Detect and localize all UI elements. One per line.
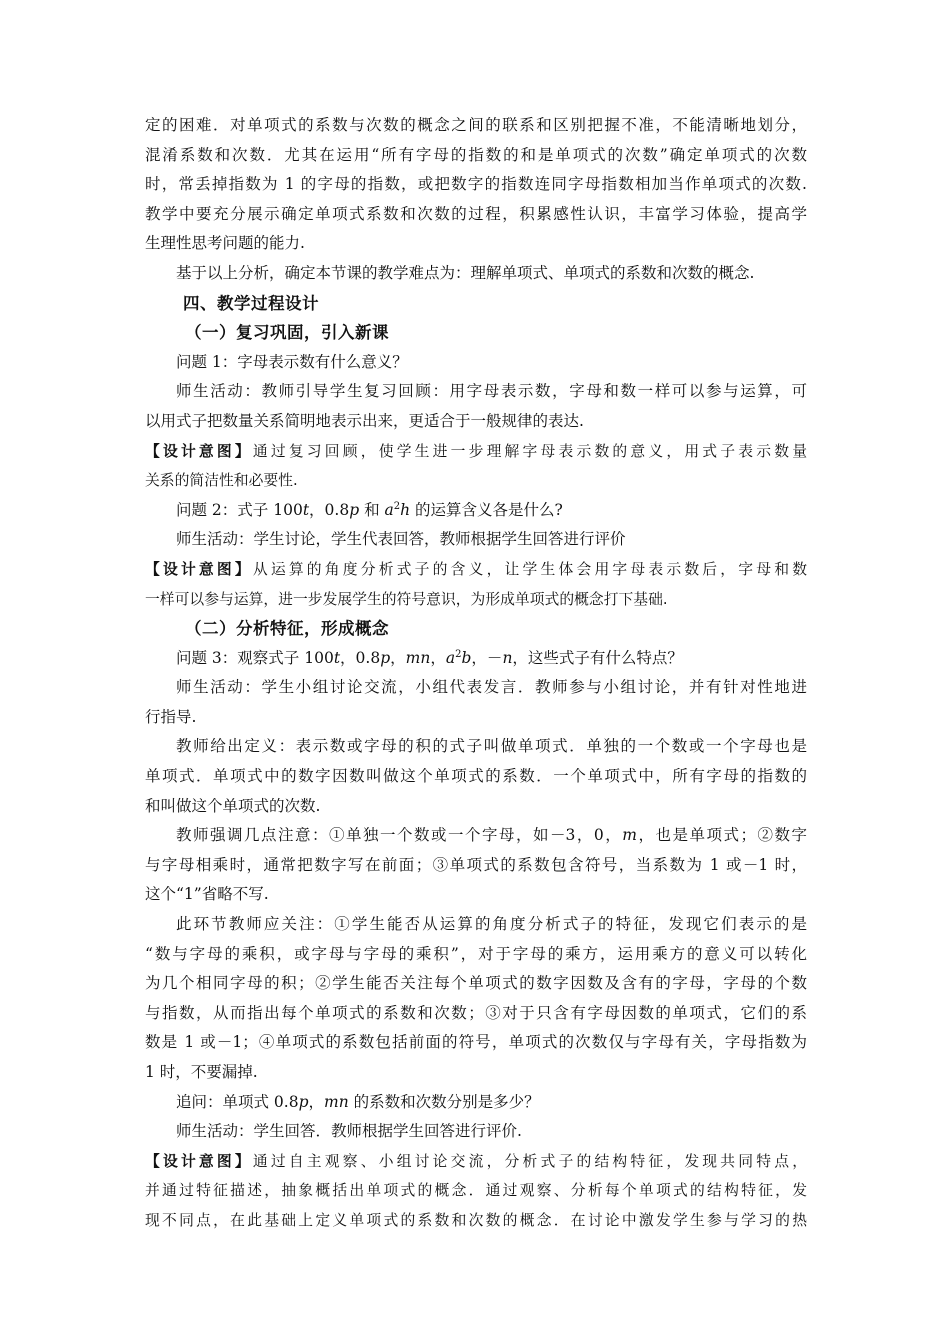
design-intent-tag: 【设计意图】 bbox=[145, 442, 253, 460]
text-line: 师生活动：学生回答．教师根据学生回答进行评价. bbox=[176, 1122, 522, 1141]
text-line: 以用式子把数量关系简明地表示出来，更适合于一般规律的表达. bbox=[145, 411, 584, 430]
text-line: 行指导. bbox=[145, 707, 197, 726]
design-intent-line: 关系的简洁性和必要性. bbox=[145, 472, 298, 490]
focus-line: 1 时，不要漏掉. bbox=[145, 1063, 258, 1081]
design-intent-tag: 【设计意图】 bbox=[145, 560, 253, 578]
paragraph-difficulty: 基于以上分析，确定本节课的教学难点为：理解单项式、单项式的系数和次数的概念. bbox=[176, 263, 755, 282]
focus-line: 为几个相同字母的积；②学生能否关注每个单项式的数字因数及含有的字母，字母的个数 bbox=[145, 974, 807, 993]
focus-line: “数与字母的乘积，或字母与字母的乘积”，对于字母的乘方，运用乘方的意义可以转化 bbox=[145, 944, 807, 963]
subsection-heading: （一）复习巩固，引入新课 bbox=[185, 323, 389, 343]
text-line: 时，常丢掉指数为 1 的字母的指数，或把数字的指数连同字母指数相加当作单项式的次数. bbox=[145, 175, 807, 194]
section-heading: 四、教学过程设计 bbox=[183, 293, 319, 313]
design-intent-line: 一样可以参与运算，进一步发展学生的符号意识，为形成单项式的概念打下基础. bbox=[145, 590, 668, 608]
design-intent-tag: 【设计意图】 bbox=[145, 1152, 253, 1170]
document-body bbox=[145, 111, 807, 1236]
subsection-heading: （二）分析特征，形成概念 bbox=[185, 619, 389, 639]
follow-up-question: 追问：单项式 0.8p，mn 的系数和次数分别是多少？ bbox=[176, 1092, 540, 1111]
note-line: 与字母相乘时，通常把数字写在前面；③单项式的系数包含符号，当系数为 1 或－1 时， bbox=[145, 855, 807, 874]
text-line: 教学中要充分展示确定单项式系数和次数的过程，积累感性认识，丰富学习体验，提高学 bbox=[145, 204, 807, 223]
design-intent-line: 【设计意图】通过自主观察、小组讨论交流，分析式子的结构特征，发现共同特点， bbox=[145, 1152, 807, 1170]
definition-line: 和叫做这个单项式的次数. bbox=[145, 796, 321, 815]
text-line: 定的困难．对单项式的系数与次数的概念之间的联系和区别把握不准，不能清晰地划分， bbox=[145, 116, 807, 134]
definition-line: 单项式．单项式中的数字因数叫做这个单项式的系数．一个单项式中，所有字母的指数的 bbox=[145, 767, 807, 786]
design-intent-line: 现不同点，在此基础上定义单项式的系数和次数的概念．在讨论中激发学生参与学习的热 bbox=[145, 1211, 807, 1229]
focus-line: 此环节教师应关注：①学生能否从运算的角度分析式子的特征，发现它们表示的是 bbox=[176, 915, 807, 934]
design-intent-line: 【设计意图】通过复习回顾，使学生进一步理解字母表示数的意义，用式子表示数量 bbox=[145, 442, 807, 460]
text-line: 师生活动：学生讨论，学生代表回答，教师根据学生回答进行评价 bbox=[176, 530, 626, 549]
question-3: 问题 3：观察式子 100t，0.8p，mn，$a^2b$，－n，这些式子有什么特点？ bbox=[176, 648, 683, 667]
focus-line: 与指数，从而指出每个单项式的系数和次数；③对于只含有字母因数的单项式，它们的系 bbox=[145, 1003, 807, 1022]
text-line: 师生活动：教师引导学生复习回顾：用字母表示数，字母和数一样可以参与运算，可 bbox=[176, 382, 807, 401]
question-1: 问题 1：字母表示数有什么意义？ bbox=[176, 352, 408, 371]
note-line: 这个“1”省略不写. bbox=[145, 885, 269, 904]
text-line: 师生活动：学生小组讨论交流，小组代表发言．教师参与小组讨论，并有针对性地进 bbox=[176, 678, 807, 697]
note-line: 教师强调几点注意：①单独一个数或一个字母，如－3，0，m，也是单项式；②数字 bbox=[176, 826, 807, 845]
question-2: 问题 2：式子 100t，0.8p 和 $a^2h$ 的运算含义各是什么? bbox=[176, 500, 563, 519]
text-line: 混淆系数和次数．尤其在运用“所有字母的指数的和是单项式的次数”确定单项式的次数 bbox=[145, 145, 807, 164]
text-line: 生理性思考问题的能力. bbox=[145, 234, 305, 253]
design-intent-line: 并通过特征描述，抽象概括出单项式的概念．通过观察、分析每个单项式的结构特征，发 bbox=[145, 1182, 807, 1200]
definition-line: 教师给出定义：表示数或字母的积的式子叫做单项式．单独的一个数或一个字母也是 bbox=[176, 737, 807, 756]
focus-line: 数是 1 或－1；④单项式的系数包括前面的符号，单项式的次数仅与字母有关，字母指数为 bbox=[145, 1033, 807, 1052]
design-intent-line: 【设计意图】从运算的角度分析式子的含义，让学生体会用字母表示数后，字母和数 bbox=[145, 560, 807, 578]
